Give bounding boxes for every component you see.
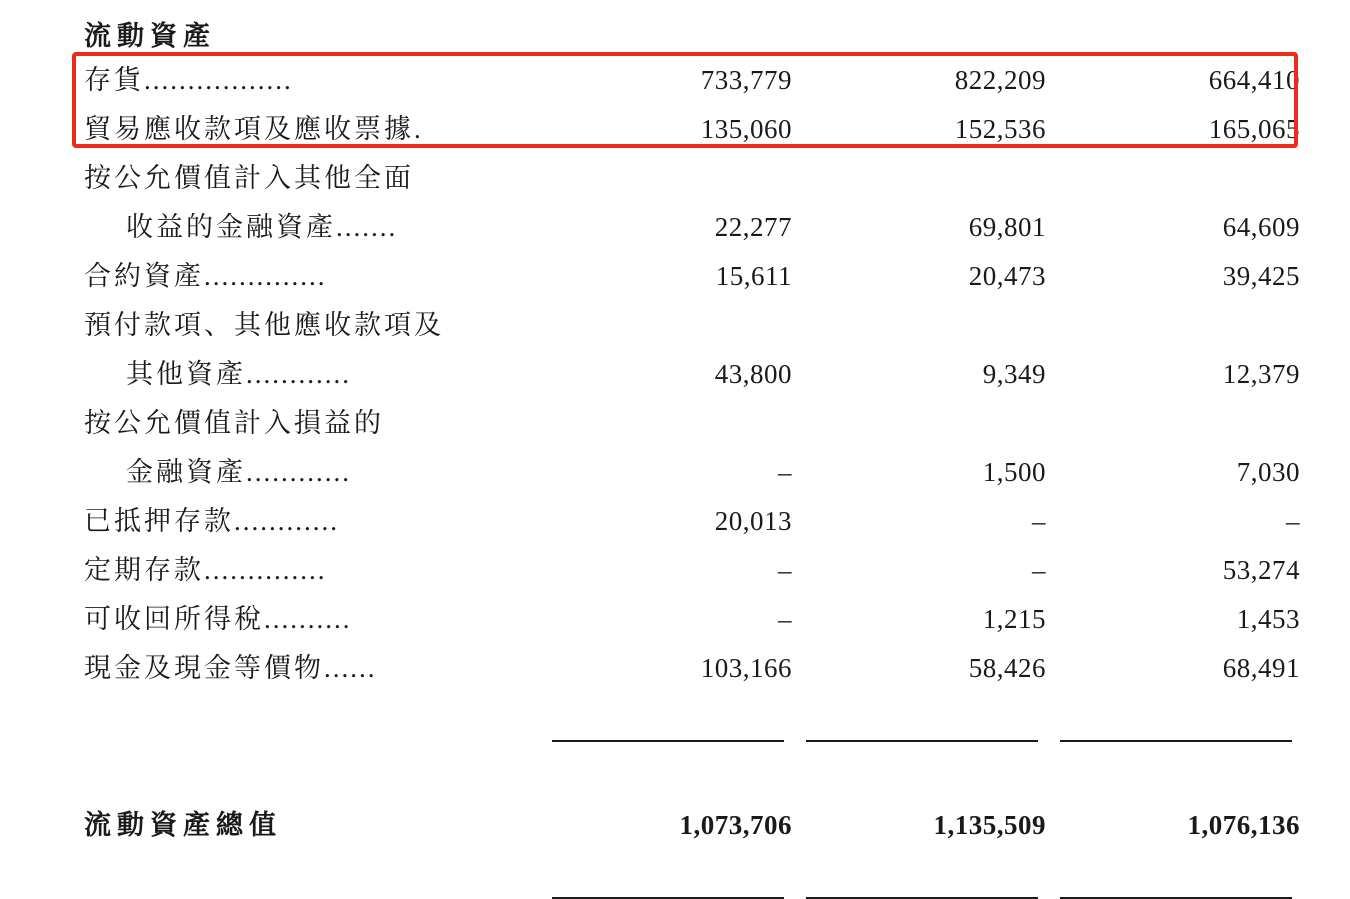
row-value-3: [1054, 301, 1308, 350]
table-row: [84, 350, 1308, 399]
leader-dots: ............: [246, 359, 351, 389]
total-rule-2: [800, 850, 1054, 899]
row-label: 貿易應收款項及應收票據: [84, 114, 414, 144]
row-value-1: –: [778, 555, 792, 585]
spacer-cell: [1054, 742, 1308, 791]
row-value-1: 103,166: [700, 653, 792, 683]
spacer-cell: [546, 742, 800, 791]
row-value-1: 135,060: [700, 114, 792, 144]
section-title: 流動資產: [84, 21, 216, 51]
row-label: 預付款項、其他應收款項及: [84, 310, 444, 340]
subtotal-rule-1: [546, 693, 800, 742]
row-value-2: 20,473: [968, 261, 1046, 291]
table-row: [84, 252, 1308, 301]
row-value-3: 64,609: [1222, 212, 1300, 242]
row-label-cell: [84, 399, 546, 448]
row-label: 已抵押存款: [84, 506, 234, 536]
row-value-1: [546, 154, 800, 203]
table-row: [84, 399, 1308, 448]
total-rule-row: [84, 850, 1308, 899]
row-label: 可收回所得稅: [84, 604, 264, 634]
row-label-cell: [84, 105, 546, 154]
row-value-1: [546, 399, 800, 448]
row-label-cell: [84, 448, 546, 497]
leader-dots: ......: [324, 653, 377, 683]
row-label-cell: [84, 350, 546, 399]
total-rule-3: [1054, 850, 1308, 899]
row-value-3: 165,065: [1208, 114, 1300, 144]
row-label: 其他資產: [126, 359, 246, 389]
spacer-cell: [84, 742, 546, 791]
row-value-2: –: [1032, 506, 1046, 536]
row-value-2: [800, 301, 1054, 350]
row-value-1: 20,013: [714, 506, 792, 536]
row-label: 收益的金融資產: [126, 212, 336, 242]
row-value-1: 15,611: [715, 261, 792, 291]
row-value-1: –: [778, 604, 792, 634]
row-value-3: –: [1286, 506, 1300, 536]
subtotal-rule-row: [84, 693, 1308, 742]
row-label: 按公允價值計入損益的: [84, 408, 384, 438]
row-value-3: 1,453: [1236, 604, 1300, 634]
row-value-2: 1,215: [982, 604, 1046, 634]
row-value-2: 822,209: [954, 65, 1046, 95]
row-value-1: –: [778, 457, 792, 487]
row-value-2: –: [1032, 555, 1046, 585]
leader-dots: ..............: [204, 261, 327, 291]
total-value-3: 1,076,136: [1187, 810, 1300, 840]
rule-spacer: [84, 693, 546, 742]
leader-dots: .......: [336, 212, 398, 242]
row-label: 按公允價值計入其他全面: [84, 163, 414, 193]
row-value-3: [1054, 154, 1308, 203]
row-value-2: [800, 154, 1054, 203]
leader-dots: ............: [246, 457, 351, 487]
row-value-1: 22,277: [714, 212, 792, 242]
table-row: [84, 203, 1308, 252]
row-value-3: 7,030: [1236, 457, 1300, 487]
row-value-1: 43,800: [714, 359, 792, 389]
row-label: 現金及現金等價物: [84, 653, 324, 683]
total-value-2: 1,135,509: [933, 810, 1046, 840]
row-label: 金融資產: [126, 457, 246, 487]
leader-dots: ..............: [204, 555, 327, 585]
table-row: [84, 301, 1308, 350]
row-label-cell: [84, 301, 546, 350]
row-value-2: 1,500: [982, 457, 1046, 487]
leader-dots: .................: [144, 65, 293, 95]
row-label: 定期存款: [84, 555, 204, 585]
row-value-2: 152,536: [954, 114, 1046, 144]
table-row: [84, 448, 1308, 497]
leader-dots: ..........: [264, 604, 352, 634]
row-label-cell: [84, 595, 546, 644]
row-value-2: 9,349: [982, 359, 1046, 389]
current-assets-table: [84, 56, 1308, 899]
total-value-1: 1,073,706: [679, 810, 792, 840]
table-row: [84, 546, 1308, 595]
row-label-cell: [84, 252, 546, 301]
row-label-cell: [84, 497, 546, 546]
row-value-2: 58,426: [968, 653, 1046, 683]
row-label-cell: [84, 203, 546, 252]
table-row: [84, 105, 1308, 154]
row-value-1: 733,779: [700, 65, 792, 95]
total-rule-1: [546, 850, 800, 899]
table-body: [84, 56, 1308, 899]
spacer-row: [84, 742, 1308, 791]
table-row: [84, 644, 1308, 693]
subtotal-rule-3: [1054, 693, 1308, 742]
row-label-cell: [84, 56, 546, 105]
row-value-3: 53,274: [1222, 555, 1300, 585]
total-row: [84, 791, 1308, 850]
row-value-2: [800, 399, 1054, 448]
row-value-3: [1054, 399, 1308, 448]
row-value-3: 12,379: [1222, 359, 1300, 389]
row-label-cell: [84, 546, 546, 595]
total-label: 流動資產總值: [84, 810, 282, 840]
row-value-3: 664,410: [1208, 65, 1300, 95]
leader-dots: .: [414, 114, 423, 144]
table-row: [84, 154, 1308, 203]
row-value-3: 39,425: [1222, 261, 1300, 291]
row-label-cell: [84, 154, 546, 203]
row-value-1: [546, 301, 800, 350]
row-label-cell: [84, 644, 546, 693]
subtotal-rule-2: [800, 693, 1054, 742]
table-row: [84, 497, 1308, 546]
row-label: 合約資產: [84, 261, 204, 291]
spacer-cell: [800, 742, 1054, 791]
leader-dots: ............: [234, 506, 339, 536]
row-value-2: 69,801: [968, 212, 1046, 242]
table-row: [84, 56, 1308, 105]
row-value-3: 68,491: [1222, 653, 1300, 683]
row-label: 存貨: [84, 65, 144, 95]
table-row: [84, 595, 1308, 644]
rule-spacer: [84, 850, 546, 899]
